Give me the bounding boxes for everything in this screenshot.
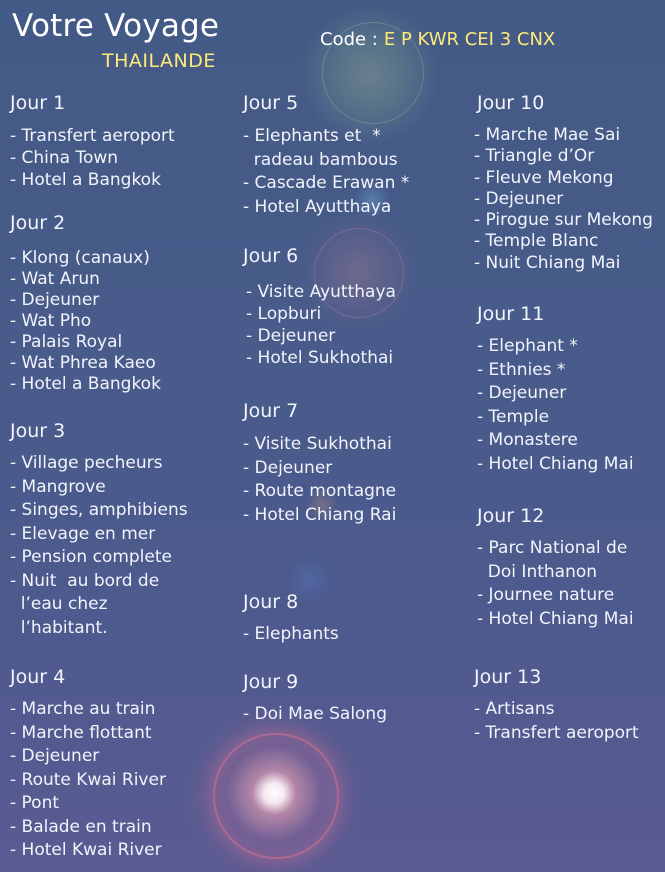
day-4 [10, 666, 166, 863]
day-title: Jour 12 [477, 505, 545, 527]
day-3 [10, 420, 188, 640]
day-5 [243, 92, 409, 219]
list-item: - China Town [10, 148, 119, 168]
list-item: - Dejeuner [10, 746, 100, 766]
list-item: - Pont [10, 793, 60, 813]
list-item: - Hotel Kwai River [10, 840, 162, 860]
list-item: - Temple [477, 406, 550, 427]
list-item: - Hotel Sukhothai [246, 348, 394, 368]
list-item: - Journee nature [477, 585, 615, 605]
list-item: - Route Kwai River [10, 769, 166, 790]
list-item: - Dejeuner [243, 457, 333, 478]
list-item: - Dejeuner [477, 383, 567, 403]
page-title: Votre Voyage [12, 8, 220, 44]
day-title: Jour 2 [10, 212, 66, 234]
list-item: - Elephants et * [243, 126, 381, 146]
list-item: - Mangrove [10, 476, 106, 497]
list-item: - Hotel Chiang Rai [243, 504, 397, 525]
day-title: Jour 13 [474, 666, 542, 688]
day-title: Jour 7 [243, 400, 299, 422]
day-title: Jour 11 [477, 303, 545, 325]
day-title: Jour 8 [243, 591, 299, 613]
list-item: - Transfert aeroport [474, 722, 639, 743]
list-item: - Wat Arun [10, 269, 100, 289]
list-item: - Lopburi [246, 304, 322, 324]
list-item: - Balade en train [10, 816, 152, 837]
day-title: Jour 10 [477, 92, 545, 114]
day-items [243, 125, 409, 219]
list-item: - Fleuve Mekong [474, 167, 614, 188]
trip-code-label: Code : [320, 29, 378, 50]
day-items [10, 452, 188, 640]
list-item: - Pirogue sur Mekong [474, 210, 653, 231]
day-items [243, 703, 387, 725]
list-item: - Triangle d’Or [474, 146, 595, 167]
list-item: Doi Inthanon [477, 561, 598, 582]
day-8 [243, 591, 339, 645]
list-item: - Elephant * [477, 336, 578, 356]
day-13 [474, 666, 639, 745]
page-subtitle: THAILANDE [102, 50, 216, 72]
list-item: - Cascade Erawan * [243, 173, 410, 193]
day-title: Jour 3 [10, 420, 66, 442]
day-11 [477, 303, 634, 476]
day-items [243, 281, 396, 369]
day-10 [474, 92, 653, 274]
list-item: - Nuit Chiang Mai [474, 252, 621, 273]
day-title: Jour 5 [243, 92, 299, 114]
list-item: - Pension complete [10, 547, 172, 567]
day-items [10, 125, 175, 191]
list-item: - Dejeuner [474, 188, 564, 209]
day-items [243, 623, 339, 645]
list-item: - Monastere [477, 430, 578, 450]
day-12 [477, 505, 634, 631]
list-item: - Visite Sukhothai [243, 434, 392, 454]
list-item: - Elevage en mer [10, 523, 156, 544]
day-title: Jour 6 [243, 245, 299, 267]
list-item: l’habitant. [10, 617, 108, 638]
list-item: - Dejeuner [246, 326, 336, 346]
list-item: - Hotel a Bangkok [10, 170, 161, 190]
list-item: radeau bambous [243, 149, 398, 170]
day-6 [243, 245, 396, 369]
lens-flare-ring [213, 733, 339, 859]
day-9 [243, 671, 387, 725]
list-item: - Marche au train [10, 699, 156, 719]
list-item: - Elephants [243, 624, 339, 644]
day-items [474, 125, 653, 274]
list-item: - Wat Pho [10, 311, 92, 331]
day-7 [243, 400, 396, 527]
list-item: - Temple Blanc [474, 231, 599, 252]
list-item: - Route montagne [243, 481, 397, 501]
list-item: - Visite Ayutthaya [246, 282, 396, 302]
list-item: - Singes, amphibiens [10, 500, 188, 520]
day-items [474, 698, 639, 745]
list-item: - Palais Royal [10, 332, 123, 352]
list-item: - Wat Phrea Kaeo [10, 353, 156, 373]
list-item: - Hotel Ayutthaya [243, 196, 392, 217]
day-items [10, 248, 161, 395]
list-item: - Nuit au bord de [10, 570, 160, 591]
day-title: Jour 9 [243, 671, 299, 693]
day-items [477, 537, 634, 631]
trip-code [320, 29, 555, 50]
list-item: - Transfert aeroport [10, 126, 175, 146]
list-item: l’eau chez [10, 594, 108, 614]
day-items [10, 698, 166, 863]
day-1 [10, 92, 175, 191]
list-item: - Klong (canaux) [10, 248, 150, 268]
list-item: - Marche flottant [10, 722, 152, 743]
list-item: - Village pecheurs [10, 453, 163, 473]
day-title: Jour 1 [10, 92, 66, 114]
list-item: - Ethnies * [477, 359, 566, 380]
list-item: - Hotel a Bangkok [10, 374, 161, 394]
list-item: - Marche Mae Sai [474, 125, 621, 145]
trip-code-value: E P KWR CEI 3 CNX [383, 29, 556, 50]
list-item: - Parc National de [477, 538, 628, 558]
list-item: - Hotel Chiang Mai [477, 608, 634, 629]
day-items [243, 433, 396, 527]
list-item: - Artisans [474, 699, 555, 719]
list-item: - Doi Mae Salong [243, 704, 388, 724]
list-item: - Hotel Chiang Mai [477, 453, 634, 474]
day-title: Jour 4 [10, 666, 66, 688]
list-item: - Dejeuner [10, 290, 100, 310]
day-2 [10, 212, 161, 395]
day-items [477, 335, 634, 476]
